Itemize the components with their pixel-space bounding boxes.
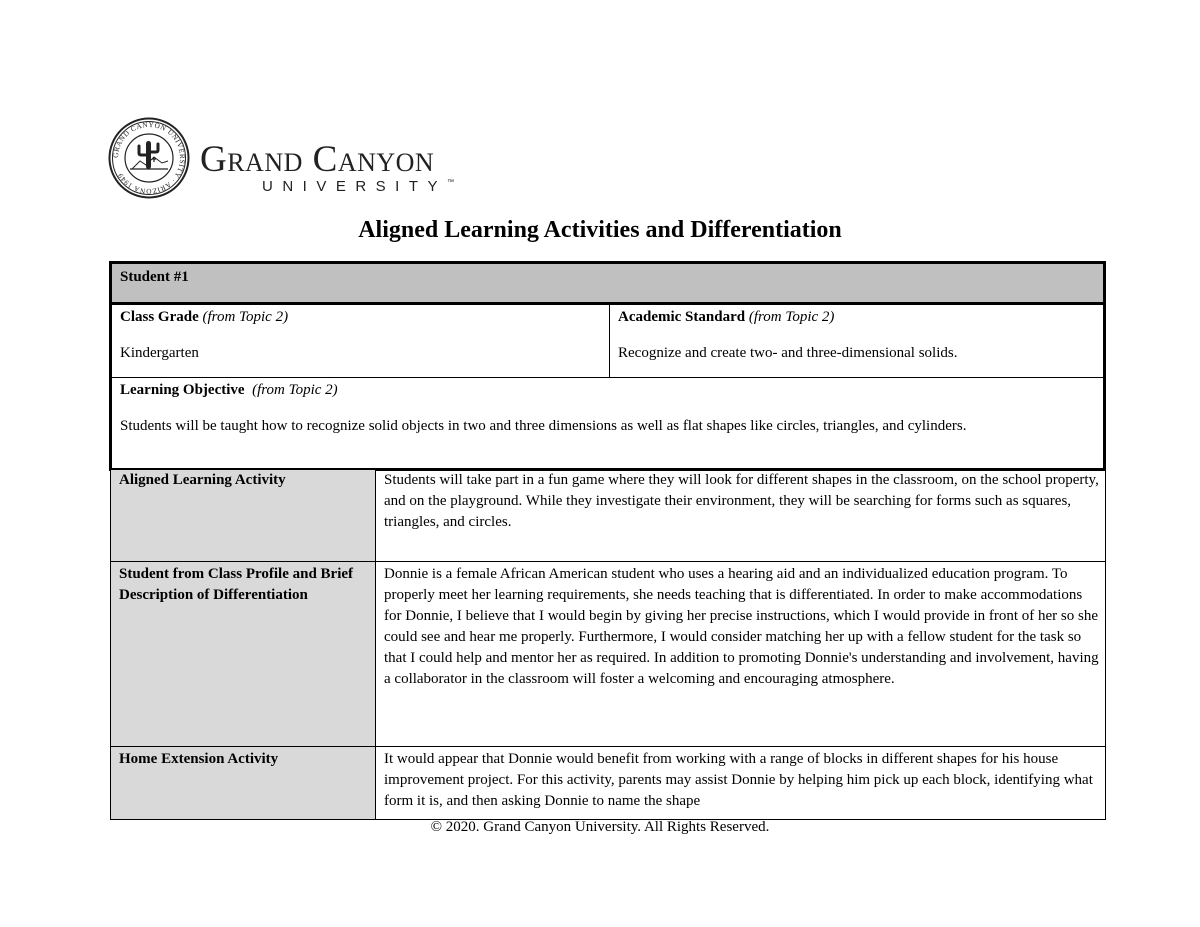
page-title: Aligned Learning Activities and Differentiation <box>358 217 842 243</box>
student-header: Student #1 <box>111 263 1105 304</box>
trademark-symbol: ™ <box>447 179 455 186</box>
differentiation-label: Student from Class Profile and Brief Description of Differentiation <box>111 562 376 747</box>
student-header-row <box>111 263 1105 304</box>
university-logo <box>108 117 478 201</box>
academic-standard-label: Academic Standard <box>618 309 746 325</box>
activities-table <box>110 469 1106 820</box>
university-seal-icon <box>108 117 190 199</box>
academic-standard-cell <box>610 304 1105 378</box>
table-row <box>111 747 1106 820</box>
aligned-activity-text: Students will take part in a fun game where they will look for different shapes in the classroom, on the school property, and on the playground. While they investigate their environment, they will be searching for forms such as squares, triangles, and circles. <box>376 470 1106 562</box>
learning-objective-label: Learning Objective <box>120 382 245 398</box>
class-grade-source: (from Topic 2) <box>202 309 289 325</box>
home-extension-text: It would appear that Donnie would benefit from working with a range of blocks in different shapes for his house improvement project. For this activity, parents may assist Donnie by helping him pick up each block, identifying what form it is, and then asking Donnie to name the shape <box>376 747 1106 820</box>
table-row <box>111 562 1106 747</box>
grade-standard-row <box>111 304 1105 378</box>
learning-objective-row <box>111 378 1105 470</box>
logo-subtitle-text: UNIVERSITY <box>262 178 448 195</box>
class-grade-value: Kindergarten <box>120 345 199 361</box>
home-extension-label: Home Extension Activity <box>111 747 376 820</box>
learning-objective-value: Students will be taught how to recognize solid objects in two and three dimensions as well as flat shapes like circles, triangles, and cylinders. <box>120 418 967 434</box>
academic-standard-source: (from Topic 2) <box>748 309 835 325</box>
student-info-table <box>109 261 1106 471</box>
class-grade-label: Class Grade <box>120 309 199 325</box>
aligned-activity-label: Aligned Learning Activity <box>111 470 376 562</box>
table-row <box>111 470 1106 562</box>
logo-subtitle <box>262 179 454 194</box>
academic-standard-value: Recognize and create two- and three-dimensional solids. <box>618 345 958 361</box>
logo-wordmark: Grand Canyon <box>200 139 435 180</box>
learning-objective-source: (from Topic 2) <box>252 382 338 398</box>
learning-objective-cell <box>111 378 1105 470</box>
class-grade-cell <box>111 304 610 378</box>
copyright-footer: © 2020. Grand Canyon University. All Rights Reserved. <box>430 819 770 835</box>
seal-text: GRAND CANYON UNIVERSITY · ARIZONA 1949 <box>111 120 187 196</box>
differentiation-text: Donnie is a female African American student who uses a hearing aid and an individualized education program. To properly meet her learning requirements, she needs teaching that is differentiated. In order to make accommodations for Donnie, I believe that I would begin by giving her precise instructions, which I would provide in front of her so she could see and hear me properly. Furthermore, I would consider matching her up with a fellow student for the task so that I could help and mentor her as required. In addition to promoting Donnie's understanding and involvement, having a collaborator in the classroom will foster a welcoming and encouraging atmosphere. <box>376 562 1106 747</box>
